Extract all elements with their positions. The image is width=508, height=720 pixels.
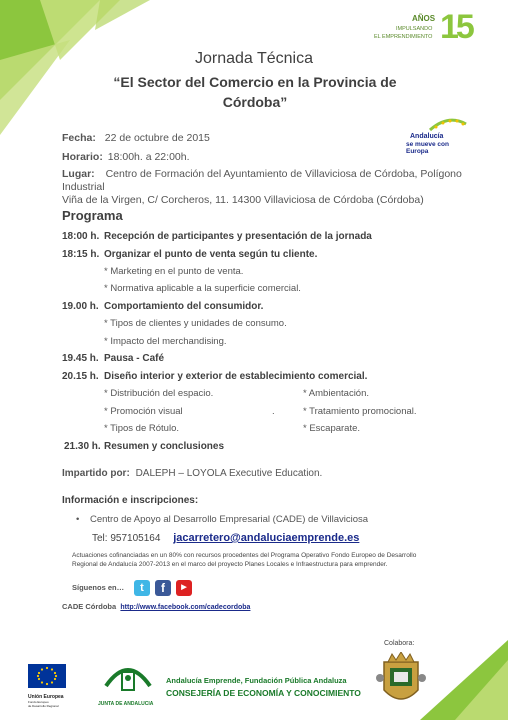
programa-sub-2b: * Impacto del merchandising.: [104, 336, 227, 347]
programa-sub-1b: * Normativa aplicable a la superficie comercial.: [104, 283, 301, 294]
cofinanciacion-note: [72, 551, 492, 569]
informacion-heading: Información e inscripciones:: [62, 495, 199, 506]
colabora-label: Colabora:: [384, 640, 415, 647]
subtitle-line-1: “El Sector del Comercio en la Provincia de: [113, 74, 397, 90]
impartido-value: DALEPH – LOYOLA Executive Education.: [135, 468, 323, 479]
programa-time-1: 18:00 h.: [62, 231, 100, 242]
impartido-row: [62, 468, 322, 479]
eu-fund-label: Fondo Europeo: [28, 700, 49, 704]
page-title: Jornada Técnica: [195, 50, 313, 67]
fundacion-label: Andalucía Emprende, Fundación Pública Andaluza: [166, 676, 347, 685]
lugar-label: Lugar:: [62, 168, 95, 180]
bottom-right-corner-decoration: [420, 640, 508, 720]
subtitle-line-2: Córdoba”: [222, 94, 288, 110]
horario-label: Horario:: [62, 151, 103, 163]
cade-facebook-row: [62, 602, 250, 611]
fecha-row: [62, 132, 210, 144]
facebook-icon[interactable]: f: [155, 580, 171, 596]
horario-value: 18:00h. a 22:00h.: [107, 151, 190, 163]
programa-time-5: 20.15 h.: [62, 371, 99, 382]
andalucia-europa-line1: Andalucía: [410, 133, 444, 140]
cofinanciacion-line-2: Regional de Andalucía 2007-2013 en el marco del proyecto Planes Locales e Infraestructura para emprender.: [72, 561, 388, 568]
lugar-line-1: Centro de Formación del Ayuntamiento de Villaviciosa de Córdoba, Polígono Industrial: [62, 168, 462, 193]
programa-item-2: Organizar el punto de venta según tu cliente.: [104, 249, 318, 260]
horario-row: [62, 151, 190, 163]
eu-stars-icon: [428, 118, 468, 134]
consejeria-label: CONSEJERÍA DE ECONOMÍA Y CONOCIMIENTO: [166, 688, 361, 698]
fecha-value: 22 de octubre de 2015: [104, 132, 210, 144]
programa-time-3: 19.00 h.: [62, 301, 99, 312]
programa-item-4: Pausa - Café: [104, 353, 165, 364]
youtube-icon[interactable]: ▶: [176, 580, 192, 596]
programa-heading: Programa: [62, 208, 123, 223]
programa-sub-3-dot: .: [272, 406, 275, 417]
page-subtitle: [80, 72, 430, 112]
eu-flag-logo: [28, 664, 66, 708]
programa-item-5: Diseño interior y exterior de establecimiento comercial.: [104, 371, 368, 382]
programa-time-6: 21.30 h.: [64, 441, 101, 452]
lugar-row: [62, 168, 482, 207]
bullet-icon: •: [76, 514, 80, 525]
programa-time-4: 19.45 h.: [62, 353, 99, 364]
cofinanciacion-line-1: Actuaciones cofinanciadas en un 80% con recursos procedentes del Programa Operativo Fondo Europeo de Desarrollo: [72, 552, 417, 559]
impartido-label: Impartido por:: [62, 468, 130, 479]
facebook-url-link[interactable]: http://www.facebook.com/cadecordoba: [120, 604, 251, 611]
programa-sub-1a: * Marketing en el punto de venta.: [104, 266, 244, 277]
programa-sub-3c: * Promoción visual: [104, 406, 183, 417]
cade-label: CADE Córdoba: [62, 602, 117, 611]
andalucia-europa-line2: se mueve con Europa: [406, 141, 449, 155]
programa-sub-3d: * Tratamiento promocional.: [303, 406, 417, 417]
programa-sub-3f: * Escaparate.: [303, 423, 361, 434]
anniversary-anos: AÑOS: [412, 14, 436, 23]
andalucia-europa-logo: [404, 118, 470, 155]
telephone: Tel: 957105164: [92, 533, 161, 544]
coat-of-arms-icon: [374, 652, 428, 710]
eu-label: Unión Europea: [28, 694, 64, 700]
junta-logo: [98, 660, 158, 710]
contact-row: [92, 532, 359, 544]
programa-item-3: Comportamiento del consumidor.: [104, 301, 264, 312]
informacion-bullet-text: Centro de Apoyo al Desarrollo Empresarial (CADE) de Villaviciosa: [89, 514, 369, 525]
junta-emblem-icon: [98, 660, 158, 696]
email-link[interactable]: jacarretero@andaluciaemprende.es: [173, 532, 360, 544]
lugar-line-2: Viña de la Virgen, C/ Corcheros, 11. 14300 Villaviciosa de Córdoba (Córdoba): [62, 194, 424, 206]
programa-sub-3e: * Tipos de Rótulo.: [104, 423, 179, 434]
programa-item-6: Resumen y conclusiones: [104, 441, 225, 452]
programa-time-2: 18:15 h.: [62, 249, 100, 260]
top-left-corner-decoration: [0, 0, 160, 140]
siguenos-label: Síguenos en…: [72, 583, 125, 592]
programa-item-1: Recepción de participantes y presentación de la jornada: [104, 231, 372, 242]
eu-fund-label-2: de Desarrollo Regional: [28, 704, 59, 708]
anniversary-logo: [372, 8, 476, 52]
programa-sub-3a: * Distribución del espacio.: [104, 388, 214, 399]
junta-label: JUNTA DE ANDALUCIA: [98, 701, 154, 707]
programa-sub-3b: * Ambientación.: [303, 388, 370, 399]
informacion-bullet-row: [76, 514, 368, 525]
eu-flag-icon: [28, 664, 66, 688]
programa-sub-2a: * Tipos de clientes y unidades de consumo.: [104, 318, 287, 329]
anniversary-line1: IMPULSANDO: [396, 26, 433, 32]
anniversary-line2: EL EMPRENDIMIENTO: [374, 34, 433, 40]
twitter-icon[interactable]: t: [134, 580, 150, 596]
anniversary-number: 15: [440, 8, 472, 46]
fecha-label: Fecha:: [62, 132, 96, 144]
